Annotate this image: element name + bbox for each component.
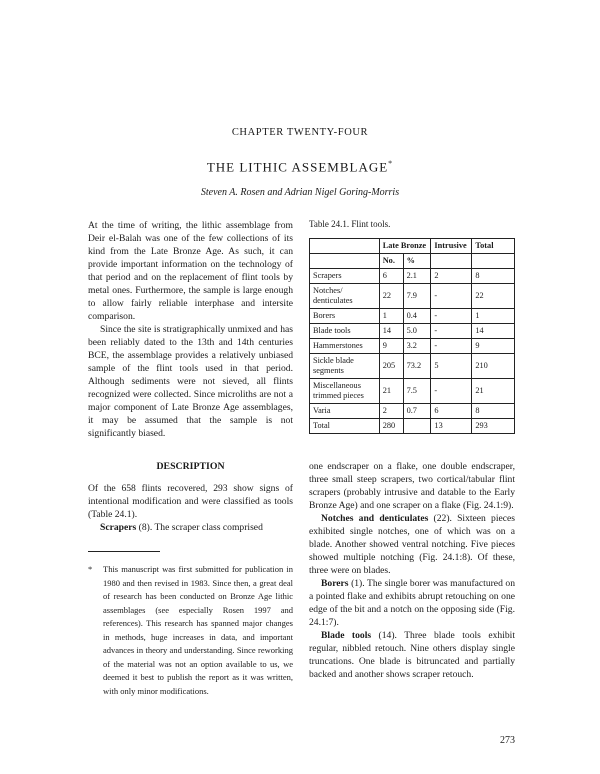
row-label: Sickle blade segments [310, 354, 380, 379]
borers-run-in: Borers [321, 578, 349, 589]
cell-no: 22 [379, 284, 403, 309]
flint-tools-table [309, 238, 515, 434]
cell-total: 21 [472, 379, 515, 404]
row-label: Hammerstones [310, 339, 380, 354]
cell-pct: 2.1 [403, 269, 431, 284]
cell-intrusive: - [431, 324, 472, 339]
cell-pct: 7.9 [403, 284, 431, 309]
cell-total: 293 [472, 419, 515, 434]
cell-total: 9 [472, 339, 515, 354]
cell-no: 6 [379, 269, 403, 284]
scrapers-run-in: Scrapers [100, 522, 137, 533]
section-heading-description: DESCRIPTION [156, 461, 225, 472]
right-column-bottom [309, 460, 515, 681]
notches-paragraph [309, 512, 515, 577]
table-row [310, 339, 515, 354]
table-row [310, 309, 515, 324]
cell-intrusive: - [431, 379, 472, 404]
table-row-total [310, 419, 515, 434]
cell-intrusive: - [431, 309, 472, 324]
left-column-top [88, 219, 293, 440]
left-column-bottom [88, 460, 293, 534]
cell-no: 205 [379, 354, 403, 379]
cell-no: 21 [379, 379, 403, 404]
borers-text: (1). The single borer was manufactured on a pointed flake and exhibits abrupt retouching on one edge of the bit and a notch on the opposing side (Fig. 24.1:7). [309, 578, 515, 628]
cell-total: 14 [472, 324, 515, 339]
scrapers-continued-paragraph: one endscraper on a flake, one double endscraper, three small steep scrapers, two cortical/tabular flint scrapers (probably intrusive and datable to the Early Bronze Age) and one scraper on a flake (Fig. 24.1:9). [309, 461, 515, 511]
cell-intrusive: - [431, 284, 472, 309]
header-intrusive: Intrusive [431, 239, 472, 254]
intro-paragraph: At the time of writing, the lithic assemblage from Deir el-Balah was one of the few collections of its kind from the Late Bronze Age. As such, it can provide important information on the technology of that period and on the replacement of flint tools by metal ones. Furthermore, the sample is large enough to allow fairly reliable interphase and intersite comparison. [88, 220, 293, 322]
table-corner-cell [310, 239, 380, 254]
footnote-mark: * [88, 564, 93, 574]
table-row [310, 354, 515, 379]
table-row [310, 269, 515, 284]
table-caption: Table 24.1. Flint tools. [309, 219, 391, 229]
row-label: Notches/ denticulates [310, 284, 380, 309]
cell-total: 8 [472, 269, 515, 284]
cell-no: 9 [379, 339, 403, 354]
scrapers-text: (8). The scraper class comprised [136, 522, 263, 533]
row-label: Total [310, 419, 380, 434]
dating-paragraph: Since the site is stratigraphically unmixed and has been reliably dated to the 13th and 14th centuries BCE, the assemblage provides a relatively unbiased sample of the flint tools used in that period. Although sediments were not sieved, all flints recognized were collected. Since microliths are not a major component of Late Bronze Age assemblages, it may be assumed that the sample is not significantly biased. [88, 324, 293, 439]
cell-no: 280 [379, 419, 403, 434]
cell-intrusive: 6 [431, 404, 472, 419]
blade-tools-run-in: Blade tools [321, 630, 372, 641]
footnote-text: This manuscript was first submitted for publication in 1980 and then revised in 1983. Since then, a great deal of research has been conducted on Bronze Age lithic assemblages (see especially Rosen 1997 and references). This research has spanned major changes in methods, huge increases in data, and important advances in theory and understanding. Since reworking of the material was not an option available to us, we deemed it best to publish the report as it was written, with only minor modifications. [103, 564, 293, 696]
header-total: Total [472, 239, 515, 254]
subheader-blank-total [472, 254, 515, 269]
authors: Steven A. Rosen and Adrian Nigel Goring-Morris [200, 187, 400, 198]
cell-pct: 3.2 [403, 339, 431, 354]
borers-paragraph [309, 577, 515, 629]
row-label: Varia [310, 404, 380, 419]
table-row [310, 284, 515, 309]
page-number: 273 [500, 735, 515, 746]
cell-intrusive: 5 [431, 354, 472, 379]
cell-pct: 73.2 [403, 354, 431, 379]
row-label: Scrapers [310, 269, 380, 284]
cell-total: 22 [472, 284, 515, 309]
table-subheader-row [310, 254, 515, 269]
blade-tools-paragraph [309, 629, 515, 681]
cell-pct: 0.7 [403, 404, 431, 419]
footnote-rule [88, 551, 160, 552]
row-label: Miscellaneous trimmed pieces [310, 379, 380, 404]
table-header-row [310, 239, 515, 254]
notches-text: (22). Sixteen pieces exhibited single notches, one of which was on a blade. Another showed ventral notching. Five pieces showed multiple notching (Fig. 24.1:8). Of these, three were on blades. [309, 513, 515, 576]
subheader-no: No. [379, 254, 403, 269]
chapter-title [0, 159, 600, 175]
row-label: Blade tools [310, 324, 380, 339]
chapter-label: CHAPTER TWENTY-FOUR [231, 127, 369, 138]
title-footnote-mark[interactable]: * [388, 159, 394, 168]
cell-pct: 0.4 [403, 309, 431, 324]
row-label: Borers [310, 309, 380, 324]
table-subheader-blank [310, 254, 380, 269]
cell-no: 1 [379, 309, 403, 324]
cell-no: 2 [379, 404, 403, 419]
table-row [310, 379, 515, 404]
cell-total: 8 [472, 404, 515, 419]
title-text: THE LITHIC ASSEMBLAGE [206, 159, 389, 175]
footnote [88, 563, 293, 698]
header-late-bronze: Late Bronze [379, 239, 431, 254]
cell-pct: 5.0 [403, 324, 431, 339]
cell-total: 210 [472, 354, 515, 379]
table-row [310, 404, 515, 419]
table-row [310, 324, 515, 339]
cell-pct: 7.5 [403, 379, 431, 404]
cell-pct [403, 419, 431, 434]
scrapers-paragraph [88, 521, 293, 534]
subheader-percent: % [403, 254, 431, 269]
cell-intrusive: - [431, 339, 472, 354]
cell-no: 14 [379, 324, 403, 339]
cell-total: 1 [472, 309, 515, 324]
description-paragraph: Of the 658 flints recovered, 293 show signs of intentional modification and were classified as tools (Table 24.1). [88, 483, 293, 520]
subheader-blank-intrusive [431, 254, 472, 269]
cell-intrusive: 2 [431, 269, 472, 284]
cell-intrusive: 13 [431, 419, 472, 434]
notches-run-in: Notches and denticulates [321, 513, 429, 524]
blade-tools-text: (14). Three blade tools exhibit regular, nibbled retouch. Nine others display single truncations. One blade is bitruncated and partially backed and another shows scraper retouch. [309, 630, 515, 680]
